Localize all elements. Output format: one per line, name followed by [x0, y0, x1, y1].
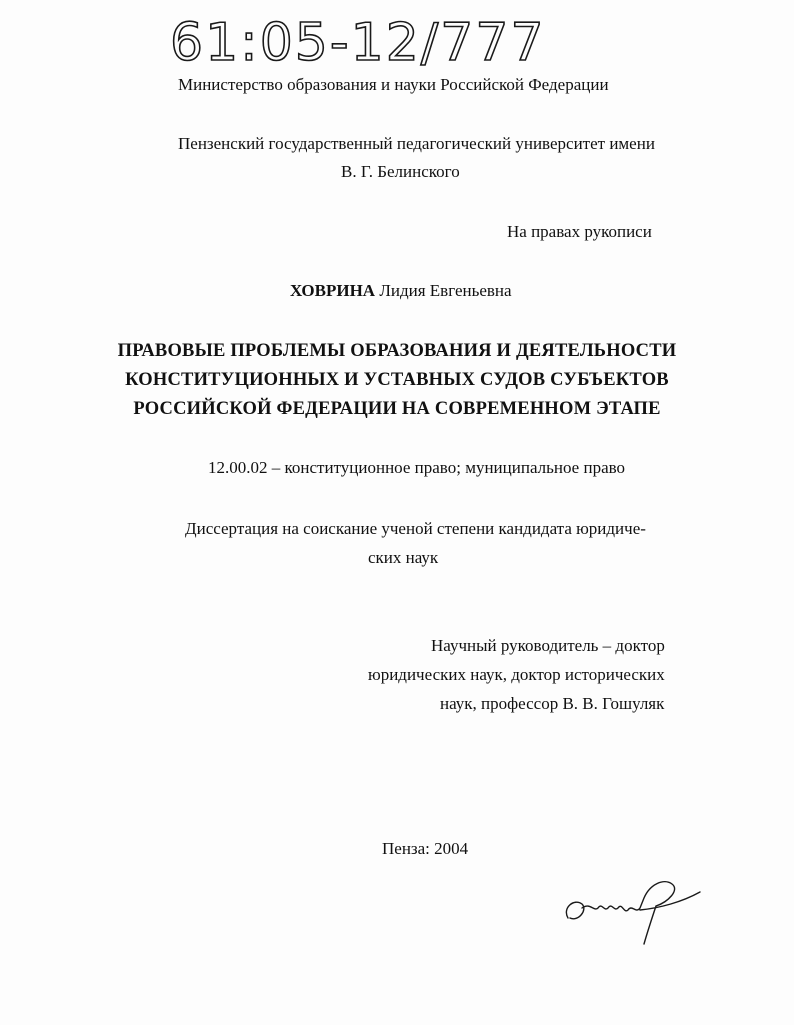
handwritten-archive-code [170, 6, 610, 70]
place-year: Пенза: 2004 [382, 839, 469, 858]
archive-code-text: 61:05-12/777 [170, 13, 546, 70]
degree-line-2: ских наук [368, 548, 439, 567]
ministry-line: Министерство образования и науки Российской Федерации [178, 75, 609, 94]
title-line-3: РОССИЙСКОЙ ФЕДЕРАЦИИ НА СОВРЕМЕННОМ ЭТАПЕ [133, 399, 661, 419]
author-line [290, 281, 512, 301]
author-surname: ХОВРИНА [290, 281, 376, 300]
title-line-1: ПРАВОВЫЕ ПРОБЛЕМЫ ОБРАЗОВАНИЯ И ДЕЯТЕЛЬНОСТИ [117, 341, 677, 361]
supervisor-line-2: юридических наук, доктор исторических [368, 665, 665, 684]
manuscript-rights: На правах рукописи [507, 222, 652, 241]
signature-icon [560, 868, 710, 948]
university-line-2: В. Г. Белинского [341, 162, 460, 181]
author-given-names: Лидия Евгеньевна [379, 281, 512, 300]
degree-line-1: Диссертация на соискание ученой степени кандидата юридиче- [185, 519, 646, 538]
supervisor-line-3: наук, профессор В. В. Гошуляк [440, 694, 665, 713]
supervisor-line-1: Научный руководитель – доктор [431, 636, 665, 655]
specialty-line: 12.00.02 – конституционное право; муниципальное право [208, 458, 626, 477]
title-line-2: КОНСТИТУЦИОННЫХ И УСТАВНЫХ СУДОВ СУБЪЕКТОВ [125, 370, 669, 390]
university-line-1: Пензенский государственный педагогический университет имени [178, 134, 655, 153]
